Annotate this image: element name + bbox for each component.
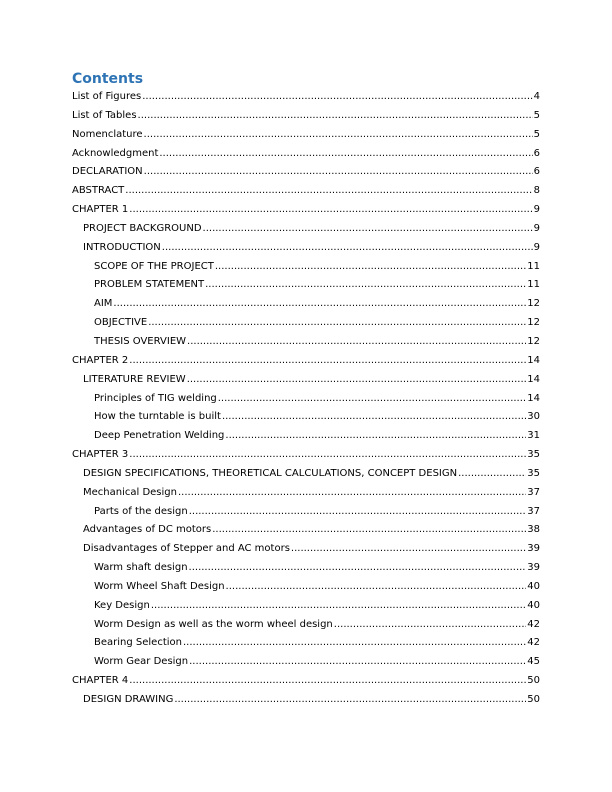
- toc-dot-leader: [225, 427, 526, 446]
- toc-entry-page-number: 5: [533, 128, 540, 140]
- toc-entry-title: How the turntable is built: [94, 411, 221, 423]
- toc-entry[interactable]: [72, 88, 540, 107]
- toc-entry-title: DESIGN DRAWING: [83, 694, 174, 705]
- toc-entry-title: DESIGN SPECIFICATIONS, THEORETICAL CALCULATIONS, CONCEPT DESIGN: [83, 467, 458, 479]
- toc-entry-page-number: 38: [527, 524, 540, 536]
- toc-dot-leader: [129, 446, 526, 465]
- toc-entry-page-number: 6: [533, 166, 540, 178]
- toc-entry-page-number: 14: [527, 373, 540, 385]
- toc-dot-leader: [458, 465, 526, 484]
- toc-entry-page-number: 42: [527, 618, 540, 630]
- toc-dot-leader: [151, 597, 526, 616]
- toc-entry-title: THESIS OVERVIEW: [94, 335, 187, 347]
- toc-dot-leader: [162, 239, 533, 258]
- toc-entry-page-number: 45: [527, 656, 540, 668]
- toc-entry-page-number: 50: [527, 675, 540, 687]
- toc-entry-title: OBJECTIVE: [94, 317, 148, 329]
- toc-dot-leader: [138, 107, 533, 126]
- toc-entry-title: List of Tables: [72, 109, 137, 121]
- toc-entry-page-number: 12: [527, 298, 540, 310]
- toc-entry[interactable]: [72, 371, 540, 390]
- toc-entry-page-number: 11: [527, 260, 540, 272]
- toc-dot-leader: [215, 258, 526, 277]
- toc-entry[interactable]: [72, 691, 540, 710]
- toc-entry-title: Warm shaft design: [94, 562, 188, 574]
- toc-entry-page-number: 42: [527, 637, 540, 649]
- toc-entry-page-number: 5: [533, 109, 540, 121]
- toc-dot-leader: [212, 521, 526, 540]
- toc-heading: Contents: [72, 71, 144, 87]
- toc-entry-page-number: 31: [527, 430, 540, 442]
- toc-entry-title: Parts of the design: [94, 505, 188, 517]
- toc-entry-page-number: 39: [527, 562, 540, 574]
- toc-entry[interactable]: [72, 258, 540, 277]
- toc-entry-title: Nomenclature: [72, 128, 143, 140]
- toc-entry-page-number: 11: [527, 279, 540, 291]
- toc-entry[interactable]: [72, 503, 540, 522]
- toc-entry-page-number: 9: [533, 241, 540, 253]
- toc-dot-leader: [142, 88, 532, 107]
- toc-entry[interactable]: [72, 107, 540, 126]
- toc-entry[interactable]: [72, 521, 540, 540]
- toc-entry[interactable]: [72, 182, 540, 201]
- toc-entry[interactable]: [72, 314, 540, 333]
- toc-entry-title: DECLARATION: [72, 166, 143, 178]
- toc-entry-page-number: 39: [527, 543, 540, 555]
- toc-dot-leader: [334, 616, 526, 635]
- toc-entry-page-number: 9: [533, 222, 540, 234]
- toc-entry-page-number: 30: [527, 411, 540, 423]
- toc-entry-page-number: 12: [527, 335, 540, 347]
- toc-entry[interactable]: [72, 126, 540, 145]
- toc-entry[interactable]: [72, 559, 540, 578]
- toc-entry-title: Worm Gear Design: [94, 656, 189, 668]
- toc-entry-page-number: 12: [527, 317, 540, 329]
- toc-entry-title: PROBLEM STATEMENT: [94, 279, 205, 291]
- toc-dot-leader: [187, 333, 526, 352]
- toc-dot-leader: [178, 484, 526, 503]
- toc-entry-title: Worm Design as well as the worm wheel design: [94, 618, 333, 630]
- toc-entry[interactable]: [72, 295, 540, 314]
- toc-dot-leader: [159, 145, 532, 164]
- toc-dot-leader: [189, 559, 527, 578]
- toc-entry-page-number: 4: [533, 91, 540, 102]
- toc-dot-leader: [218, 390, 527, 409]
- toc-entry-page-number: 8: [533, 185, 540, 197]
- toc-entry[interactable]: [72, 446, 540, 465]
- toc-entry[interactable]: [72, 220, 540, 239]
- toc-dot-leader: [203, 220, 533, 239]
- toc-dot-leader: [205, 276, 526, 295]
- toc-entry-title: PROJECT BACKGROUND: [83, 222, 202, 234]
- toc-entry-page-number: 40: [527, 599, 540, 611]
- toc-entry-page-number: 6: [533, 147, 540, 159]
- toc-entry-page-number: 40: [527, 580, 540, 592]
- toc-entry-title: LITERATURE REVIEW: [83, 373, 186, 385]
- toc-entry-title: SCOPE OF THE PROJECT: [94, 260, 214, 272]
- toc-entry[interactable]: [72, 427, 540, 446]
- toc-dot-leader: [183, 634, 526, 653]
- toc-entry-title: ABSTRACT: [72, 185, 125, 197]
- toc-entry-title: Bearing Selection: [94, 637, 182, 649]
- toc-entry-title: CHAPTER 4: [72, 675, 129, 687]
- toc-entry[interactable]: [72, 540, 540, 559]
- toc-dot-leader: [291, 540, 526, 559]
- toc-entry[interactable]: [72, 634, 540, 653]
- toc-entry[interactable]: [72, 484, 540, 503]
- toc-dot-leader: [187, 371, 527, 390]
- toc-entry[interactable]: [72, 276, 540, 295]
- toc-dot-leader: [125, 182, 532, 201]
- toc-entry-page-number: 14: [527, 354, 540, 366]
- toc-dot-leader: [144, 163, 533, 182]
- toc-entry[interactable]: [72, 333, 540, 352]
- toc-entry-title: Worm Wheel Shaft Design: [94, 580, 225, 592]
- toc-dot-leader: [129, 201, 532, 220]
- toc-entry[interactable]: [72, 352, 540, 371]
- toc-entry-title: CHAPTER 2: [72, 354, 129, 366]
- toc-dot-leader: [189, 503, 527, 522]
- toc-entry-page-number: 37: [527, 486, 540, 498]
- toc-entry[interactable]: [72, 578, 540, 597]
- toc-entry[interactable]: [72, 465, 540, 484]
- toc-entry[interactable]: [72, 653, 540, 672]
- toc-entry[interactable]: [72, 163, 540, 182]
- toc-dot-leader: [144, 126, 533, 145]
- toc-entry[interactable]: [72, 239, 540, 258]
- toc-entry[interactable]: [72, 616, 540, 635]
- toc-entry-page-number: 35: [527, 467, 540, 479]
- toc-entry-title: AIM: [94, 298, 113, 310]
- toc-entry-page-number: 9: [533, 204, 540, 216]
- toc-entry-title: Deep Penetration Welding: [94, 430, 225, 442]
- toc-dot-leader: [222, 408, 526, 427]
- toc-entry[interactable]: [72, 408, 540, 427]
- toc-entry[interactable]: [72, 672, 540, 691]
- toc-entry-title: Mechanical Design: [83, 486, 177, 498]
- toc-entry[interactable]: [72, 145, 540, 164]
- toc-entry-page-number: 35: [527, 449, 540, 461]
- toc-dot-leader: [226, 578, 527, 597]
- toc-entry-title: INTRODUCTION: [83, 241, 161, 253]
- toc-entry-page-number: 37: [527, 505, 540, 517]
- toc-entry-title: Advantages of DC motors: [83, 524, 212, 536]
- toc-entry-title: Key Design: [94, 599, 150, 611]
- toc-entry[interactable]: [72, 201, 540, 220]
- table-of-contents: [72, 88, 540, 710]
- toc-dot-leader: [129, 352, 526, 371]
- toc-entry-title: List of Figures: [72, 91, 142, 102]
- toc-entry-title: Disadvantages of Stepper and AC motors: [83, 543, 290, 555]
- toc-entry-title: Principles of TIG welding: [94, 392, 217, 404]
- toc-entry[interactable]: [72, 390, 540, 409]
- toc-dot-leader: [129, 672, 526, 691]
- toc-entry-page-number: 14: [527, 392, 540, 404]
- toc-entry-title: CHAPTER 3: [72, 449, 129, 461]
- toc-entry[interactable]: [72, 597, 540, 616]
- toc-entry-title: CHAPTER 1: [72, 204, 129, 216]
- toc-entry-page-number: 50: [527, 694, 540, 705]
- toc-dot-leader: [148, 314, 526, 333]
- toc-dot-leader: [174, 691, 526, 710]
- toc-dot-leader: [189, 653, 526, 672]
- toc-entry-title: Acknowledgment: [72, 147, 159, 159]
- toc-dot-leader: [113, 295, 526, 314]
